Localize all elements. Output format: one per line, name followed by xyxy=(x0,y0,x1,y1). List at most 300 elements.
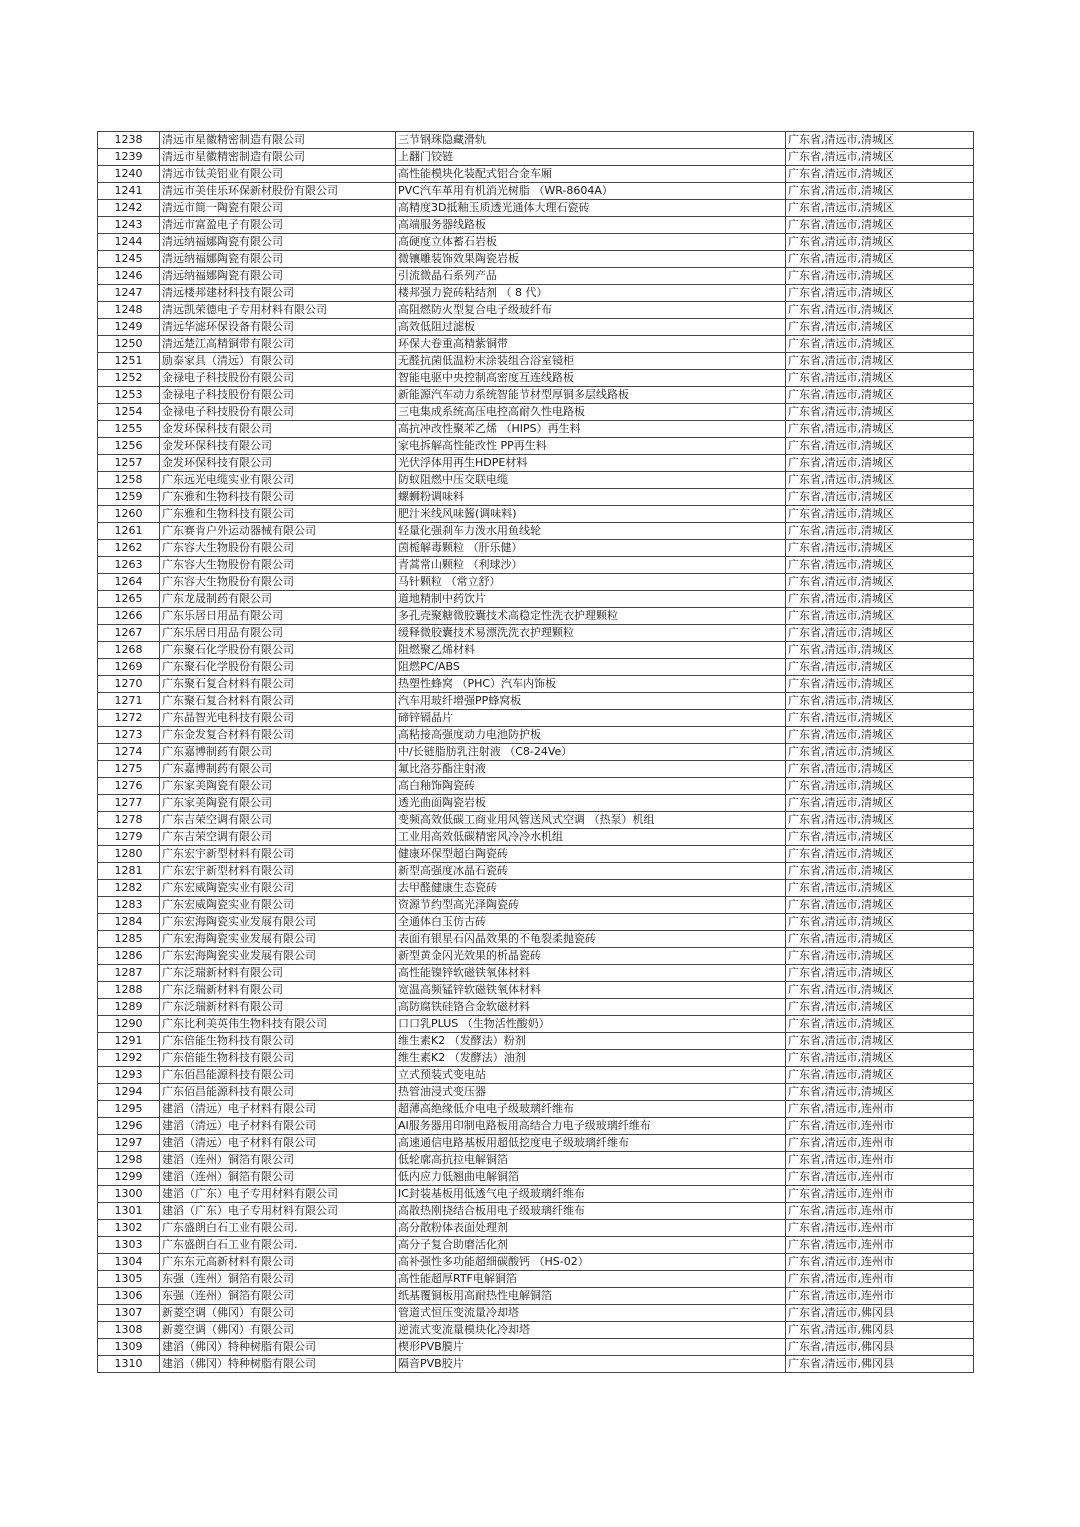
product-cell: 缓释微胶囊技术易漂洗洗衣护理颗粒 xyxy=(396,625,786,642)
product-cell: 高效低阻过滤板 xyxy=(396,319,786,336)
table-row xyxy=(98,217,974,234)
table-row xyxy=(98,1050,974,1067)
location-cell: 广东省,清远市,清城区 xyxy=(786,812,974,829)
table-row xyxy=(98,1033,974,1050)
row-number-cell: 1308 xyxy=(98,1322,160,1339)
row-number-cell: 1306 xyxy=(98,1288,160,1305)
company-cell: 清远市星徽精密制造有限公司 xyxy=(160,132,396,149)
location-cell: 广东省,清远市,清城区 xyxy=(786,132,974,149)
product-cell: 三节钢珠隐藏滑轨 xyxy=(396,132,786,149)
product-cell: 高防腐铁硅铬合金软磁材料 xyxy=(396,999,786,1016)
table-row xyxy=(98,1305,974,1322)
table-row xyxy=(98,727,974,744)
table-row xyxy=(98,1169,974,1186)
location-cell: 广东省,清远市,连州市 xyxy=(786,1135,974,1152)
location-cell: 广东省,清远市,清城区 xyxy=(786,523,974,540)
table-row xyxy=(98,1016,974,1033)
table-row xyxy=(98,183,974,200)
company-cell: 建滔（佛冈）特种树脂有限公司 xyxy=(160,1356,396,1373)
location-cell: 广东省,清远市,连州市 xyxy=(786,1288,974,1305)
row-number-cell: 1254 xyxy=(98,404,160,421)
location-cell: 广东省,清远市,清城区 xyxy=(786,1033,974,1050)
row-number-cell: 1252 xyxy=(98,370,160,387)
location-cell: 广东省,清远市,清城区 xyxy=(786,744,974,761)
product-cell: 光伏浮体用再生HDPE材料 xyxy=(396,455,786,472)
location-cell: 广东省,清远市,清城区 xyxy=(786,846,974,863)
row-number-cell: 1273 xyxy=(98,727,160,744)
location-cell: 广东省,清远市,清城区 xyxy=(786,421,974,438)
location-cell: 广东省,清远市,清城区 xyxy=(786,455,974,472)
product-cell: 碲锌镉晶片 xyxy=(396,710,786,727)
row-number-cell: 1244 xyxy=(98,234,160,251)
product-cell: 楔形PVB膜片 xyxy=(396,1339,786,1356)
row-number-cell: 1242 xyxy=(98,200,160,217)
row-number-cell: 1239 xyxy=(98,149,160,166)
company-cell: 广东泛瑞新材料有限公司 xyxy=(160,965,396,982)
product-cell: AI服务器用印制电路板用高结合力电子级玻璃纤维布 xyxy=(396,1118,786,1135)
company-cell: 广东盛朗白石工业有限公司. xyxy=(160,1220,396,1237)
company-cell: 广东嘉博制药有限公司 xyxy=(160,744,396,761)
row-number-cell: 1255 xyxy=(98,421,160,438)
table-row xyxy=(98,1339,974,1356)
product-cell: 马针颗粒 （常立舒） xyxy=(396,574,786,591)
row-number-cell: 1246 xyxy=(98,268,160,285)
company-cell: 广东聚石复合材料有限公司 xyxy=(160,676,396,693)
product-cell: 变频高效低碳工商业用风管送风式空调 （热泵）机组 xyxy=(396,812,786,829)
company-cell: 广东容大生物股份有限公司 xyxy=(160,540,396,557)
table-row xyxy=(98,948,974,965)
product-cell: 高分子复合助磨活化剂 xyxy=(396,1237,786,1254)
product-cell: 引流微晶石系列产品 xyxy=(396,268,786,285)
row-number-cell: 1238 xyxy=(98,132,160,149)
row-number-cell: 1268 xyxy=(98,642,160,659)
product-cell: 肥汁米线风味酱(调味料) xyxy=(396,506,786,523)
product-cell: 阻燃聚乙烯材料 xyxy=(396,642,786,659)
location-cell: 广东省,清远市,佛冈县 xyxy=(786,1339,974,1356)
row-number-cell: 1270 xyxy=(98,676,160,693)
table-row xyxy=(98,829,974,846)
product-cell: 三电集成系统高压电控高耐久性电路板 xyxy=(396,404,786,421)
table-row xyxy=(98,506,974,523)
company-cell: 广东宏海陶瓷实业发展有限公司 xyxy=(160,914,396,931)
row-number-cell: 1247 xyxy=(98,285,160,302)
company-cell: 广东宏威陶瓷实业有限公司 xyxy=(160,880,396,897)
company-cell: 建滔（连州）铜箔有限公司 xyxy=(160,1152,396,1169)
product-cell: 纸基覆铜板用高耐热性电解铜箔 xyxy=(396,1288,786,1305)
location-cell: 广东省,清远市,清城区 xyxy=(786,727,974,744)
company-cell: 建滔（清远）电子材料有限公司 xyxy=(160,1118,396,1135)
location-cell: 广东省,清远市,佛冈县 xyxy=(786,1305,974,1322)
company-cell: 广东家美陶瓷有限公司 xyxy=(160,795,396,812)
table-row xyxy=(98,1322,974,1339)
table-row xyxy=(98,710,974,727)
company-cell: 广东宏宇新型材料有限公司 xyxy=(160,846,396,863)
product-cell: 高抗冲改性聚苯乙烯 （HIPS）再生料 xyxy=(396,421,786,438)
row-number-cell: 1256 xyxy=(98,438,160,455)
location-cell: 广东省,清远市,清城区 xyxy=(786,608,974,625)
product-cell: IC封装基板用低透气电子级玻璃纤维布 xyxy=(396,1186,786,1203)
product-cell: 管道式恒压变流量冷却塔 xyxy=(396,1305,786,1322)
location-cell: 广东省,清远市,清城区 xyxy=(786,965,974,982)
location-cell: 广东省,清远市,清城区 xyxy=(786,268,974,285)
location-cell: 广东省,清远市,清城区 xyxy=(786,778,974,795)
location-cell: 广东省,清远市,连州市 xyxy=(786,1203,974,1220)
table-row xyxy=(98,965,974,982)
table-row xyxy=(98,1101,974,1118)
product-cell: 无醛抗菌低温粉末涂装组合浴室镜柜 xyxy=(396,353,786,370)
company-cell: 广东家美陶瓷有限公司 xyxy=(160,778,396,795)
company-cell: 清远纳福娜陶瓷有限公司 xyxy=(160,268,396,285)
company-cell: 广东宏威陶瓷实业有限公司 xyxy=(160,897,396,914)
location-cell: 广东省,清远市,清城区 xyxy=(786,914,974,931)
row-number-cell: 1280 xyxy=(98,846,160,863)
company-cell: 广东远光电缆实业有限公司 xyxy=(160,472,396,489)
row-number-cell: 1284 xyxy=(98,914,160,931)
location-cell: 广东省,清远市,清城区 xyxy=(786,693,974,710)
row-number-cell: 1263 xyxy=(98,557,160,574)
product-cell: 多孔壳聚糖微胶囊技术高稳定性洗衣护理颗粒 xyxy=(396,608,786,625)
table-row xyxy=(98,472,974,489)
location-cell: 广东省,清远市,清城区 xyxy=(786,761,974,778)
table-row xyxy=(98,523,974,540)
table-row xyxy=(98,999,974,1016)
company-cell: 广东比利美英伟生物科技有限公司 xyxy=(160,1016,396,1033)
table-row xyxy=(98,1237,974,1254)
company-cell: 广东嘉博制药有限公司 xyxy=(160,761,396,778)
location-cell: 广东省,清远市,清城区 xyxy=(786,404,974,421)
product-cell: 隔音PVB胶片 xyxy=(396,1356,786,1373)
table-row xyxy=(98,200,974,217)
company-cell: 清远华滤环保设备有限公司 xyxy=(160,319,396,336)
product-cell: 高散热刚挠结合板用电子级玻璃纤维布 xyxy=(396,1203,786,1220)
table-row xyxy=(98,1203,974,1220)
table-row xyxy=(98,234,974,251)
row-number-cell: 1278 xyxy=(98,812,160,829)
product-cell: 茵栀解毒颗粒 （肝乐健） xyxy=(396,540,786,557)
table-row xyxy=(98,1118,974,1135)
product-cell: 道地精制中药饮片 xyxy=(396,591,786,608)
table-row xyxy=(98,132,974,149)
product-cell: 高端服务器线路板 xyxy=(396,217,786,234)
table-row xyxy=(98,1152,974,1169)
product-list-sheet xyxy=(97,131,973,1373)
company-cell: 金发环保科技有限公司 xyxy=(160,455,396,472)
row-number-cell: 1287 xyxy=(98,965,160,982)
table-row xyxy=(98,404,974,421)
table-row xyxy=(98,166,974,183)
product-cell: 全通体白玉仿古砖 xyxy=(396,914,786,931)
company-cell: 广东雅和生物科技有限公司 xyxy=(160,506,396,523)
product-cell: 环保大卷重高精紫铜带 xyxy=(396,336,786,353)
company-cell: 广东聚石化学股份有限公司 xyxy=(160,642,396,659)
table-row xyxy=(98,591,974,608)
location-cell: 广东省,清远市,清城区 xyxy=(786,625,974,642)
company-cell: 励泰家具（清远）有限公司 xyxy=(160,353,396,370)
row-number-cell: 1271 xyxy=(98,693,160,710)
row-number-cell: 1266 xyxy=(98,608,160,625)
company-cell: 金禄电子科技股份有限公司 xyxy=(160,370,396,387)
table-row xyxy=(98,1186,974,1203)
table-row xyxy=(98,1220,974,1237)
table-row xyxy=(98,778,974,795)
location-cell: 广东省,清远市,清城区 xyxy=(786,472,974,489)
table-row xyxy=(98,1067,974,1084)
location-cell: 广东省,清远市,清城区 xyxy=(786,217,974,234)
company-cell: 广东雅和生物科技有限公司 xyxy=(160,489,396,506)
product-cell: PVC汽车革用有机消光树脂 （WR-8604A） xyxy=(396,183,786,200)
company-cell: 广东东元高新材料有限公司 xyxy=(160,1254,396,1271)
product-cell: 螺蛳粉调味料 xyxy=(396,489,786,506)
product-cell: 新能源汽车动力系统智能节材型厚铜多层线路板 xyxy=(396,387,786,404)
product-cell: 新型黄金闪光效果的析晶瓷砖 xyxy=(396,948,786,965)
row-number-cell: 1299 xyxy=(98,1169,160,1186)
row-number-cell: 1309 xyxy=(98,1339,160,1356)
product-cell: 高速通信电路基板用超低挖度电子级玻璃纤维布 xyxy=(396,1135,786,1152)
location-cell: 广东省,清远市,清城区 xyxy=(786,166,974,183)
location-cell: 广东省,清远市,连州市 xyxy=(786,1271,974,1288)
table-row xyxy=(98,421,974,438)
table-row xyxy=(98,846,974,863)
table-row xyxy=(98,1135,974,1152)
location-cell: 广东省,清远市,清城区 xyxy=(786,1084,974,1101)
product-cell: 阻燃PC/ABS xyxy=(396,659,786,676)
location-cell: 广东省,清远市,清城区 xyxy=(786,795,974,812)
table-row xyxy=(98,1288,974,1305)
company-cell: 清远楚江高精铜带有限公司 xyxy=(160,336,396,353)
company-cell: 建滔（广东）电子专用材料有限公司 xyxy=(160,1186,396,1203)
company-cell: 广东聚石化学股份有限公司 xyxy=(160,659,396,676)
table-row xyxy=(98,982,974,999)
company-cell: 东强（连州）铜箔有限公司 xyxy=(160,1271,396,1288)
row-number-cell: 1305 xyxy=(98,1271,160,1288)
row-number-cell: 1291 xyxy=(98,1033,160,1050)
product-cell: 青蒿常山颗粒 （利球沙） xyxy=(396,557,786,574)
row-number-cell: 1260 xyxy=(98,506,160,523)
row-number-cell: 1293 xyxy=(98,1067,160,1084)
company-cell: 清远市富盈电子有限公司 xyxy=(160,217,396,234)
product-cell: 工业用高效低碳精密风冷冷水机组 xyxy=(396,829,786,846)
location-cell: 广东省,清远市,清城区 xyxy=(786,880,974,897)
location-cell: 广东省,清远市,清城区 xyxy=(786,285,974,302)
product-cell: 健康环保型超白陶瓷砖 xyxy=(396,846,786,863)
product-cell: 微镶雕装饰效果陶瓷岩板 xyxy=(396,251,786,268)
company-cell: 清远凯荣德电子专用材料有限公司 xyxy=(160,302,396,319)
product-cell: 维生素K2 （发酵法）油剂 xyxy=(396,1050,786,1067)
company-cell: 建滔（清远）电子材料有限公司 xyxy=(160,1135,396,1152)
company-cell: 新菱空调（佛冈）有限公司 xyxy=(160,1305,396,1322)
row-number-cell: 1300 xyxy=(98,1186,160,1203)
product-cell: 口口乳PLUS （生物活性酸奶） xyxy=(396,1016,786,1033)
row-number-cell: 1251 xyxy=(98,353,160,370)
company-cell: 广东容大生物股份有限公司 xyxy=(160,574,396,591)
location-cell: 广东省,清远市,清城区 xyxy=(786,676,974,693)
company-cell: 清远纳福娜陶瓷有限公司 xyxy=(160,234,396,251)
table-row xyxy=(98,285,974,302)
table-row xyxy=(98,353,974,370)
row-number-cell: 1295 xyxy=(98,1101,160,1118)
table-row xyxy=(98,540,974,557)
table-row xyxy=(98,914,974,931)
table-row xyxy=(98,795,974,812)
row-number-cell: 1302 xyxy=(98,1220,160,1237)
row-number-cell: 1301 xyxy=(98,1203,160,1220)
product-cell: 楼邦强力瓷砖粘结剂 （ 8 代） xyxy=(396,285,786,302)
product-table xyxy=(97,131,974,1373)
location-cell: 广东省,清远市,清城区 xyxy=(786,948,974,965)
company-cell: 金发环保科技有限公司 xyxy=(160,438,396,455)
table-row xyxy=(98,693,974,710)
row-number-cell: 1292 xyxy=(98,1050,160,1067)
product-cell: 透光曲面陶瓷岩板 xyxy=(396,795,786,812)
product-cell: 防蚁阻燃中压交联电缆 xyxy=(396,472,786,489)
company-cell: 建滔（清远）电子材料有限公司 xyxy=(160,1101,396,1118)
row-number-cell: 1288 xyxy=(98,982,160,999)
row-number-cell: 1279 xyxy=(98,829,160,846)
product-cell: 热塑性蜂窝 （PHC）汽车内饰板 xyxy=(396,676,786,693)
row-number-cell: 1253 xyxy=(98,387,160,404)
location-cell: 广东省,清远市,清城区 xyxy=(786,540,974,557)
location-cell: 广东省,清远市,清城区 xyxy=(786,999,974,1016)
row-number-cell: 1277 xyxy=(98,795,160,812)
table-row xyxy=(98,574,974,591)
row-number-cell: 1296 xyxy=(98,1118,160,1135)
product-cell: 高性能模块化装配式铝合金车厢 xyxy=(396,166,786,183)
table-row xyxy=(98,438,974,455)
company-cell: 清远市简一陶瓷有限公司 xyxy=(160,200,396,217)
row-number-cell: 1286 xyxy=(98,948,160,965)
company-cell: 建滔（佛冈）特种树脂有限公司 xyxy=(160,1339,396,1356)
location-cell: 广东省,清远市,清城区 xyxy=(786,1050,974,1067)
location-cell: 广东省,清远市,清城区 xyxy=(786,200,974,217)
row-number-cell: 1294 xyxy=(98,1084,160,1101)
location-cell: 广东省,清远市,连州市 xyxy=(786,1186,974,1203)
table-row xyxy=(98,1084,974,1101)
product-cell: 高性能镍锌软磁铁氧体材料 xyxy=(396,965,786,982)
location-cell: 广东省,清远市,连州市 xyxy=(786,1237,974,1254)
company-cell: 广东吉荣空调有限公司 xyxy=(160,829,396,846)
company-cell: 广东乐居日用品有限公司 xyxy=(160,625,396,642)
table-row xyxy=(98,302,974,319)
row-number-cell: 1304 xyxy=(98,1254,160,1271)
row-number-cell: 1274 xyxy=(98,744,160,761)
location-cell: 广东省,清远市,清城区 xyxy=(786,863,974,880)
location-cell: 广东省,清远市,连州市 xyxy=(786,1169,974,1186)
location-cell: 广东省,清远市,清城区 xyxy=(786,829,974,846)
row-number-cell: 1241 xyxy=(98,183,160,200)
product-cell: 去甲醛健康生态瓷砖 xyxy=(396,880,786,897)
product-cell: 家电拆解高性能改性 PP再生料 xyxy=(396,438,786,455)
table-row xyxy=(98,387,974,404)
company-cell: 广东倍能生物科技有限公司 xyxy=(160,1033,396,1050)
table-row xyxy=(98,880,974,897)
table-row xyxy=(98,1271,974,1288)
product-cell: 低轮廓高抗拉电解铜箔 xyxy=(396,1152,786,1169)
row-number-cell: 1310 xyxy=(98,1356,160,1373)
table-row xyxy=(98,268,974,285)
product-cell: 上翻门铰链 xyxy=(396,149,786,166)
product-cell: 高补强性多功能超细碳酸钙 （HS-02） xyxy=(396,1254,786,1271)
location-cell: 广东省,清远市,清城区 xyxy=(786,642,974,659)
row-number-cell: 1289 xyxy=(98,999,160,1016)
row-number-cell: 1267 xyxy=(98,625,160,642)
company-cell: 金禄电子科技股份有限公司 xyxy=(160,404,396,421)
row-number-cell: 1262 xyxy=(98,540,160,557)
location-cell: 广东省,清远市,连州市 xyxy=(786,1220,974,1237)
company-cell: 金发环保科技有限公司 xyxy=(160,421,396,438)
company-cell: 广东泛瑞新材料有限公司 xyxy=(160,982,396,999)
table-row xyxy=(98,761,974,778)
location-cell: 广东省,清远市,清城区 xyxy=(786,574,974,591)
row-number-cell: 1303 xyxy=(98,1237,160,1254)
table-row xyxy=(98,625,974,642)
table-row xyxy=(98,676,974,693)
row-number-cell: 1298 xyxy=(98,1152,160,1169)
location-cell: 广东省,清远市,清城区 xyxy=(786,557,974,574)
table-row xyxy=(98,744,974,761)
product-cell: 逆流式变流量模块化冷却塔 xyxy=(396,1322,786,1339)
location-cell: 广东省,清远市,清城区 xyxy=(786,489,974,506)
table-row xyxy=(98,1356,974,1373)
company-cell: 清远市星徽精密制造有限公司 xyxy=(160,149,396,166)
row-number-cell: 1265 xyxy=(98,591,160,608)
product-cell: 氟比洛芬酯注射液 xyxy=(396,761,786,778)
table-row xyxy=(98,149,974,166)
location-cell: 广东省,清远市,清城区 xyxy=(786,931,974,948)
location-cell: 广东省,清远市,清城区 xyxy=(786,710,974,727)
row-number-cell: 1257 xyxy=(98,455,160,472)
location-cell: 广东省,清远市,清城区 xyxy=(786,438,974,455)
company-cell: 广东聚石复合材料有限公司 xyxy=(160,693,396,710)
row-number-cell: 1281 xyxy=(98,863,160,880)
location-cell: 广东省,清远市,清城区 xyxy=(786,149,974,166)
table-row xyxy=(98,812,974,829)
row-number-cell: 1240 xyxy=(98,166,160,183)
product-cell: 高分散粉体表面处理剂 xyxy=(396,1220,786,1237)
company-cell: 金禄电子科技股份有限公司 xyxy=(160,387,396,404)
table-row xyxy=(98,863,974,880)
company-cell: 广东泛瑞新材料有限公司 xyxy=(160,999,396,1016)
row-number-cell: 1269 xyxy=(98,659,160,676)
table-row xyxy=(98,659,974,676)
product-cell: 高精度3D抵釉玉质透光通体大理石瓷砖 xyxy=(396,200,786,217)
company-cell: 广东金发复合材料有限公司 xyxy=(160,727,396,744)
company-cell: 清远市钛美铝业有限公司 xyxy=(160,166,396,183)
company-cell: 广东佰昌能源科技有限公司 xyxy=(160,1084,396,1101)
product-cell: 智能电驱中央控制高密度互连线路板 xyxy=(396,370,786,387)
location-cell: 广东省,清远市,清城区 xyxy=(786,370,974,387)
company-cell: 广东乐居日用品有限公司 xyxy=(160,608,396,625)
row-number-cell: 1245 xyxy=(98,251,160,268)
row-number-cell: 1276 xyxy=(98,778,160,795)
table-row xyxy=(98,455,974,472)
row-number-cell: 1282 xyxy=(98,880,160,897)
product-table-body xyxy=(98,132,974,1373)
row-number-cell: 1275 xyxy=(98,761,160,778)
location-cell: 广东省,清远市,连州市 xyxy=(786,1152,974,1169)
location-cell: 广东省,清远市,清城区 xyxy=(786,506,974,523)
table-row xyxy=(98,642,974,659)
company-cell: 建滔（连州）铜箔有限公司 xyxy=(160,1169,396,1186)
row-number-cell: 1261 xyxy=(98,523,160,540)
row-number-cell: 1272 xyxy=(98,710,160,727)
location-cell: 广东省,清远市,清城区 xyxy=(786,387,974,404)
company-cell: 广东吉荣空调有限公司 xyxy=(160,812,396,829)
product-cell: 高粘接高强度动力电池防护板 xyxy=(396,727,786,744)
company-cell: 清远市美佳乐环保新材股份有限公司 xyxy=(160,183,396,200)
company-cell: 广东龙晟制药有限公司 xyxy=(160,591,396,608)
company-cell: 东强（连州）铜箔有限公司 xyxy=(160,1288,396,1305)
company-cell: 广东晶智光电科技有限公司 xyxy=(160,710,396,727)
